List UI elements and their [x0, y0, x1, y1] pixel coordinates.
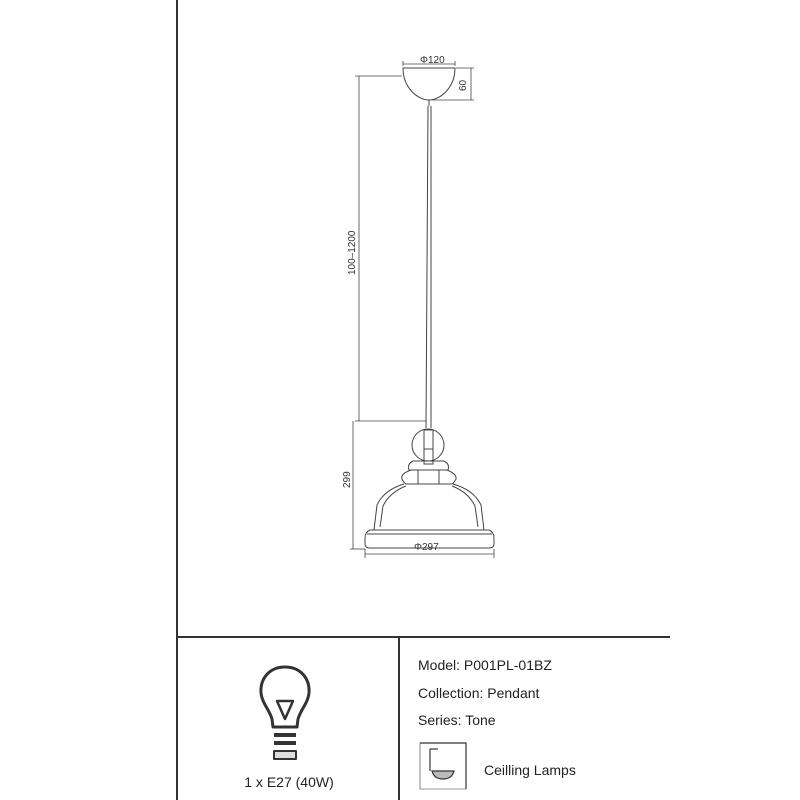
collection-value: Pendant: [487, 685, 540, 701]
lamp-ball: [412, 429, 444, 461]
series-line: [418, 712, 496, 728]
dim-canopy-height: 60: [458, 79, 469, 91]
bulb-spec: 1 x E27 (40W): [244, 774, 334, 790]
dim-shade-height: 299: [342, 471, 353, 488]
lamp-neck: [409, 461, 449, 470]
model-line: [418, 657, 552, 673]
lamp-shade: [374, 484, 484, 530]
model-value: P001PL-01BZ: [463, 657, 552, 673]
dim-cable-length: 100–1200: [347, 230, 358, 275]
dim-shade-diameter: Φ297: [414, 542, 439, 553]
light-bulb-icon: [255, 663, 315, 763]
collection-line: [418, 685, 539, 701]
ceiling-lamp-icon: [418, 741, 468, 791]
lamp-socket: [424, 430, 433, 464]
series-label: Series:: [418, 712, 462, 728]
suspension-cable: [426, 106, 428, 428]
category-label: Ceilling Lamps: [484, 762, 576, 778]
collection-label: Collection:: [418, 685, 484, 701]
dim-canopy-diameter: Φ120: [420, 55, 445, 66]
series-value: Tone: [465, 712, 496, 728]
canopy: [403, 68, 455, 100]
model-label: Model:: [418, 657, 461, 673]
